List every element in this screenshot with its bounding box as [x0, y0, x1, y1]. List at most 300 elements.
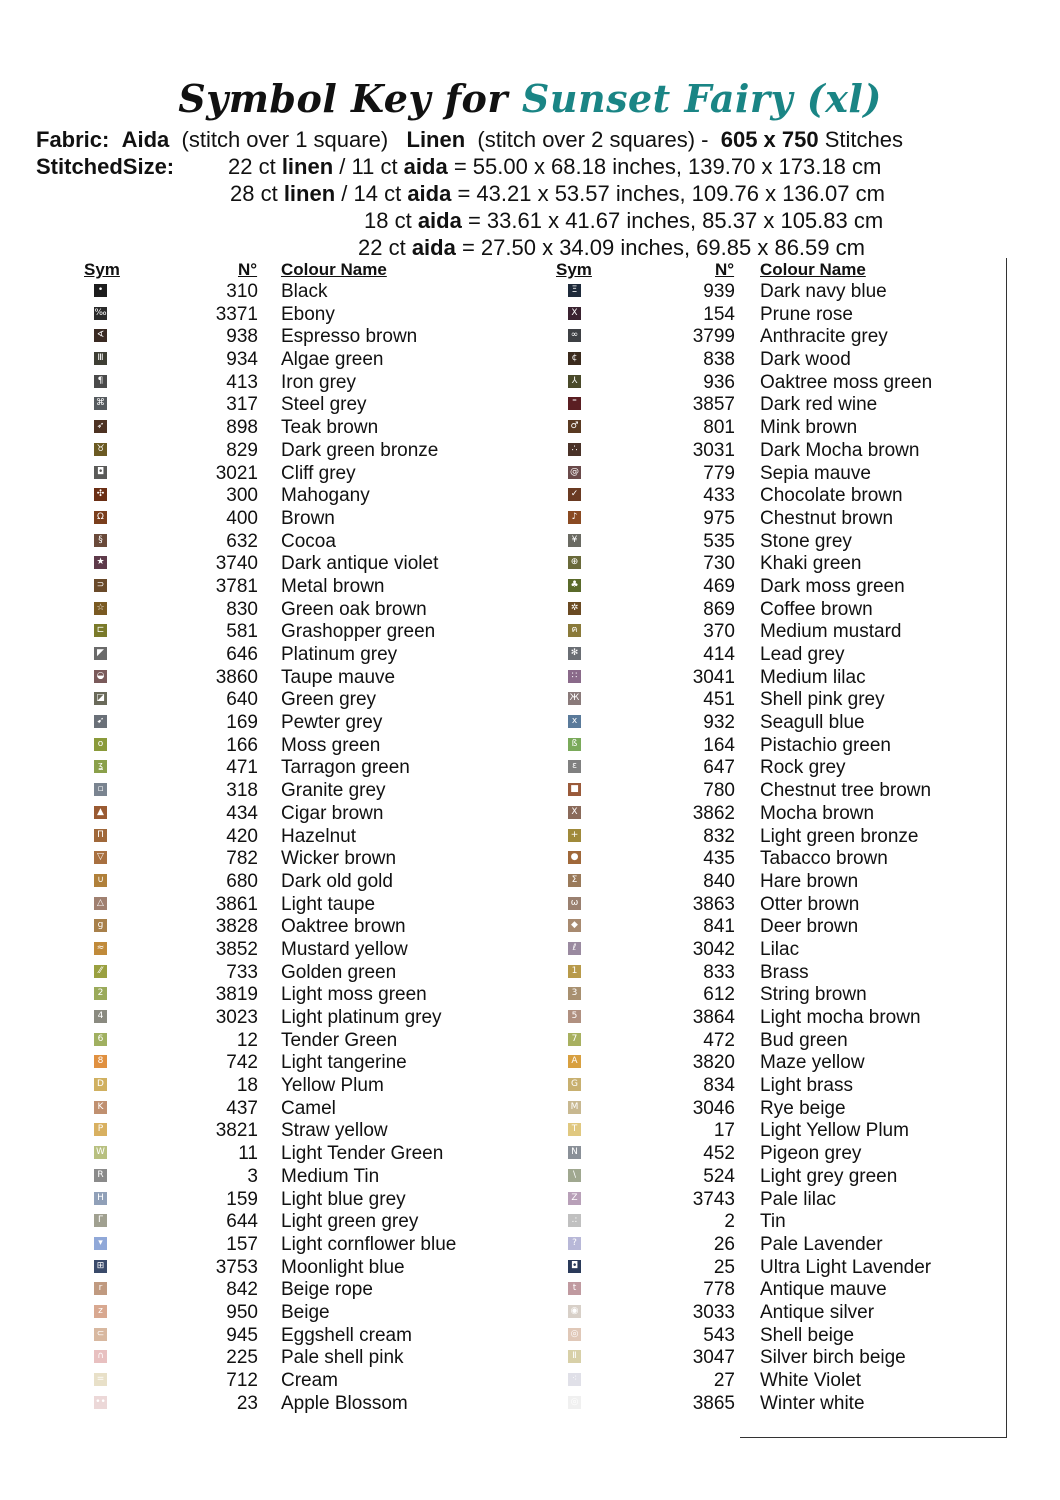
floss-number: 300 — [226, 485, 258, 507]
floss-number: 3021 — [215, 462, 258, 484]
floss-number: 3821 — [215, 1120, 258, 1142]
colour-name: Dark red wine — [760, 394, 878, 416]
symbol-swatch: G — [568, 1078, 581, 1091]
key-row — [0, 1143, 862, 1166]
floss-number: 938 — [226, 326, 258, 348]
floss-number: 3033 — [692, 1301, 735, 1323]
symbol-swatch: ☆ — [94, 602, 107, 615]
colour-name: Wicker brown — [281, 848, 397, 870]
key-row — [0, 439, 920, 463]
colour-name: String brown — [760, 984, 867, 1006]
colour-name: Light tangerine — [281, 1052, 407, 1074]
floss-number: 647 — [703, 757, 735, 779]
key-row — [0, 507, 894, 531]
colour-name: Tabacco brown — [760, 848, 888, 870]
colour-name: Antique mauve — [760, 1279, 887, 1301]
stitch-count: 605 x 750 — [720, 127, 819, 152]
colour-name: Black — [281, 281, 328, 302]
colour-name: Light moss green — [281, 984, 427, 1006]
floss-number: 3857 — [692, 394, 735, 416]
floss-number: 3819 — [215, 984, 258, 1006]
floss-number: 310 — [226, 281, 258, 302]
symbol-swatch: W — [94, 1146, 107, 1159]
colour-name: Espresso brown — [281, 326, 418, 348]
colour-name: Beige — [281, 1301, 330, 1323]
symbol-swatch: ¥ — [568, 534, 581, 547]
symbol-swatch: ⁼ — [568, 397, 581, 410]
floss-number: 780 — [703, 780, 735, 802]
colour-name: Sepia mauve — [760, 462, 871, 484]
symbol-swatch: ⅄ — [568, 375, 581, 388]
colour-name: Lead grey — [760, 644, 845, 665]
floss-number: 3046 — [692, 1097, 735, 1119]
floss-number: 3820 — [692, 1052, 735, 1074]
colour-name: Mocha brown — [760, 802, 875, 824]
floss-number: 950 — [226, 1301, 258, 1323]
key-row — [0, 1256, 932, 1280]
symbol-swatch: ♣ — [568, 579, 581, 592]
title-prefix: Symbol Key for — [178, 76, 508, 121]
symbol-swatch: X — [568, 806, 581, 819]
floss-number: 3862 — [692, 802, 735, 824]
symbol-swatch: ? — [568, 1237, 581, 1250]
key-row — [0, 848, 888, 871]
colour-name: Medium Tin — [281, 1165, 380, 1187]
symbol-swatch: ℓ — [568, 942, 581, 955]
colour-name: Hazelnut — [281, 825, 356, 847]
floss-number: 833 — [703, 961, 735, 983]
colour-name: Ebony — [281, 303, 335, 325]
colour-name: Prune rose — [760, 303, 853, 325]
colour-name: Silver birch beige — [760, 1347, 906, 1369]
floss-number: 317 — [226, 394, 258, 416]
symbol-swatch: ♪ — [568, 511, 581, 524]
colour-name: Pale lilac — [760, 1188, 837, 1210]
symbol-swatch: § — [94, 534, 107, 547]
symbol-swatch: ■ — [568, 783, 581, 796]
symbol-swatch: ⌘ — [96, 398, 105, 409]
key-row — [0, 644, 845, 667]
key-row — [0, 757, 846, 780]
fabric-label: Fabric: — [36, 127, 110, 152]
colour-name: Anthracite grey — [760, 326, 888, 348]
colour-name: Grashopper green — [281, 621, 436, 643]
colour-name: Pale Lavender — [760, 1233, 883, 1255]
symbol-swatch: ▾ — [94, 1237, 107, 1250]
symbol-swatch: + — [568, 829, 581, 842]
symbol-swatch: z — [94, 1305, 107, 1318]
colour-name: Rye beige — [760, 1097, 846, 1119]
symbol-swatch: r — [94, 1282, 107, 1295]
key-row — [0, 1007, 921, 1030]
key-row — [0, 598, 873, 622]
colour-name: Cliff grey — [281, 462, 356, 484]
symbol-swatch: ʓ — [94, 760, 107, 773]
symbol-swatch: ¢ — [568, 352, 581, 365]
floss-number: 27 — [713, 1370, 735, 1391]
floss-number: 779 — [703, 462, 735, 484]
floss-number: 3740 — [215, 553, 258, 575]
fabric-line — [36, 127, 903, 153]
floss-number: 934 — [226, 349, 258, 371]
colour-name: Tin — [760, 1211, 786, 1233]
symbol-swatch: ▫ — [94, 783, 107, 796]
colour-name: Rock grey — [760, 757, 846, 779]
symbol-swatch: Ⅱ — [568, 1350, 581, 1363]
bottom-border-rule — [740, 1437, 1007, 1438]
symbol-swatch: ⊃ — [94, 579, 107, 592]
key-row — [0, 712, 865, 735]
symbol-swatch: Γ — [94, 1214, 107, 1227]
colour-name: Dark navy blue — [760, 281, 887, 302]
key-row — [0, 621, 902, 644]
colour-name: Oaktree moss green — [760, 371, 933, 393]
floss-number: 832 — [703, 825, 735, 847]
colour-name: Taupe mauve — [281, 666, 396, 688]
symbol-swatch: ◤ — [94, 647, 107, 660]
colour-name: Pewter grey — [281, 712, 383, 734]
colour-name: Mahogany — [281, 485, 370, 507]
colour-name: Dark old gold — [281, 870, 393, 892]
symbol-swatch: ß — [568, 738, 581, 751]
symbol-swatch: 5 — [568, 1010, 581, 1023]
colour-name: Chestnut tree brown — [760, 780, 932, 802]
colour-name: Teak brown — [281, 417, 379, 439]
key-row — [0, 961, 809, 985]
key-row — [0, 802, 875, 826]
key-row — [0, 575, 905, 599]
symbol-swatch: 4 — [94, 1010, 107, 1023]
floss-number: 11 — [238, 1143, 258, 1165]
colour-name: Apple Blossom — [281, 1392, 408, 1414]
floss-number: 370 — [703, 621, 735, 643]
floss-number: 3864 — [692, 1007, 735, 1028]
header-colour-name: Colour Name — [281, 260, 387, 279]
symbol-swatch: 8 — [94, 1055, 107, 1068]
floss-number: 680 — [226, 870, 258, 892]
symbol-swatch: Π — [94, 829, 107, 842]
key-row — [0, 1165, 898, 1189]
symbol-swatch: ∪ — [94, 874, 107, 887]
floss-number: 3041 — [692, 666, 735, 688]
symbol-swatch: 1 — [568, 965, 581, 978]
floss-number: 841 — [703, 916, 735, 938]
key-row — [0, 734, 891, 758]
key-row — [0, 1097, 846, 1121]
colour-name: Light Yellow Plum — [760, 1120, 909, 1142]
symbol-swatch: ★ — [94, 556, 107, 569]
colour-name: Light brass — [760, 1075, 853, 1097]
floss-number: 524 — [703, 1165, 735, 1187]
floss-number: 3031 — [692, 439, 735, 461]
colour-name: Steel grey — [281, 394, 367, 416]
symbol-swatch: ✓ — [568, 488, 581, 501]
colour-name: Seagull blue — [760, 712, 865, 734]
floss-number: 169 — [226, 712, 258, 734]
floss-number: 3371 — [215, 303, 258, 325]
colour-name: Light platinum grey — [281, 1007, 442, 1028]
stitched-size-row: 22 ct linen / 11 ct aida = 55.00 x 68.18 inches, 139.70 x 173.18 cm — [228, 154, 882, 179]
floss-number: 3042 — [692, 938, 735, 960]
symbol-swatch: ε — [568, 760, 581, 773]
symbol-swatch: ➹ — [94, 715, 107, 728]
floss-number: 730 — [703, 553, 735, 575]
colour-name: Pistachio green — [760, 734, 891, 756]
floss-number: 581 — [226, 621, 258, 643]
colour-name: Light mocha brown — [760, 1007, 921, 1028]
symbol-swatch: ◪ — [94, 692, 107, 705]
key-row — [0, 1370, 862, 1393]
colour-name: Tarragon green — [281, 757, 410, 779]
symbol-swatch: H — [94, 1192, 107, 1205]
symbol-swatch: g — [94, 919, 107, 932]
key-row — [0, 1052, 865, 1075]
floss-number: 413 — [226, 371, 258, 393]
colour-name: Cocoa — [281, 530, 336, 552]
symbol-swatch: Ω — [94, 511, 107, 524]
key-row — [0, 1188, 837, 1212]
symbol-swatch: T — [568, 1123, 581, 1136]
floss-number: 840 — [703, 870, 735, 892]
symbol-swatch: ⊞ — [94, 1260, 107, 1273]
floss-number: 3047 — [692, 1347, 735, 1369]
colour-name: Eggshell cream — [281, 1324, 412, 1346]
colour-name: Light green bronze — [760, 825, 919, 847]
symbol-swatch: ω — [568, 897, 581, 910]
title-pattern-name: Sunset Fairy (xl) — [521, 76, 882, 121]
key-row — [0, 916, 859, 939]
colour-name: Light taupe — [281, 893, 376, 915]
right-border-rule — [1006, 258, 1007, 1438]
key-row — [0, 938, 800, 962]
floss-number: 543 — [703, 1324, 735, 1346]
fabric-linen: Linen — [406, 127, 466, 152]
floss-number: 3 — [247, 1165, 258, 1187]
colour-name: Moss green — [281, 734, 381, 756]
colour-name: Deer brown — [760, 916, 859, 938]
symbol-swatch: @ — [570, 466, 579, 477]
header-number: N° — [238, 260, 258, 279]
symbol-swatch: ♂ — [568, 420, 581, 433]
floss-number: 420 — [226, 825, 258, 847]
symbol-swatch: Z — [568, 1192, 581, 1205]
key-row — [0, 1392, 865, 1416]
floss-number: 23 — [236, 1392, 258, 1414]
colour-name: Otter brown — [760, 893, 860, 915]
colour-name: Dark Mocha brown — [760, 439, 920, 461]
floss-number: 318 — [226, 780, 258, 802]
key-row — [0, 666, 866, 690]
key-row — [0, 326, 888, 349]
symbol-swatch: ≈ — [94, 942, 107, 955]
key-row — [0, 303, 853, 327]
page-title — [0, 76, 1060, 121]
colour-name: Shell beige — [760, 1324, 855, 1346]
symbol-swatch: 7 — [568, 1033, 581, 1046]
header-colour-name: Colour Name — [760, 260, 866, 279]
key-row — [0, 530, 852, 554]
fabric-linen-note: (stitch over 2 squares) - — [477, 127, 709, 152]
symbol-swatch: ⊕ — [568, 556, 581, 569]
stitched-size-row: 28 ct linen / 14 ct aida = 43.21 x 53.57 inches, 109.76 x 136.07 cm — [230, 181, 885, 206]
floss-number: 838 — [703, 349, 735, 371]
floss-number: 975 — [703, 507, 735, 529]
colour-name: Lilac — [760, 938, 800, 960]
key-row — [0, 780, 932, 803]
floss-number: 3865 — [692, 1392, 735, 1414]
symbol-swatch: ¶ — [94, 375, 107, 388]
symbol-swatch: ▽ — [94, 851, 107, 864]
floss-number: 936 — [703, 371, 735, 393]
symbol-swatch: ◒ — [94, 670, 107, 683]
symbol-swatch: o — [94, 738, 107, 751]
colour-name: Mink brown — [760, 417, 858, 439]
symbol-swatch: ➶ — [94, 420, 107, 433]
colour-name: Coffee brown — [760, 598, 873, 620]
floss-number: 451 — [703, 689, 735, 711]
floss-number: 712 — [226, 1370, 258, 1391]
header-sym: Sym — [556, 260, 592, 279]
symbol-swatch: ∩ — [94, 1350, 107, 1363]
key-row — [0, 870, 859, 894]
floss-number: 452 — [703, 1143, 735, 1165]
colour-name: Oaktree brown — [281, 916, 406, 938]
symbol-swatch: ◎ — [568, 1328, 581, 1341]
floss-number: 435 — [703, 848, 735, 870]
symbol-swatch: ∢ — [94, 329, 107, 342]
key-row — [0, 553, 862, 576]
colour-name: Light blue grey — [281, 1188, 406, 1210]
symbol-swatch: M — [568, 1101, 581, 1114]
symbol-swatch: ✻ — [568, 647, 581, 660]
symbol-swatch: ⊂ — [94, 1328, 107, 1341]
colour-name: Pigeon grey — [760, 1143, 862, 1165]
floss-number: 166 — [226, 734, 258, 756]
floss-number: 782 — [226, 848, 258, 870]
colour-name: Dark moss green — [760, 575, 905, 597]
colour-name: Shell pink grey — [760, 689, 885, 711]
symbol-swatch: •• — [95, 1396, 106, 1407]
symbol-swatch: R — [94, 1169, 107, 1182]
floss-number: 154 — [703, 303, 735, 325]
floss-number: 939 — [703, 281, 735, 302]
colour-name: Metal brown — [281, 575, 385, 597]
colour-name: Moonlight blue — [281, 1256, 405, 1278]
floss-number: 414 — [703, 644, 735, 665]
colour-name: Cream — [281, 1370, 339, 1391]
floss-number: 3799 — [692, 326, 735, 348]
symbol-swatch: K — [94, 1101, 107, 1114]
colour-name: Light grey green — [760, 1165, 898, 1187]
symbol-swatch: ♉ — [94, 443, 107, 456]
symbol-swatch: ◆ — [568, 919, 581, 932]
floss-number: 945 — [226, 1324, 258, 1346]
symbol-swatch: ◘ — [568, 1260, 581, 1273]
key-row — [0, 1279, 887, 1302]
colour-name: Brown — [281, 507, 335, 529]
key-row — [0, 485, 903, 508]
symbol-swatch: 6 — [94, 1033, 107, 1046]
symbol-swatch: \ — [568, 1169, 581, 1182]
colour-name: White Violet — [760, 1370, 862, 1391]
key-row — [0, 349, 851, 372]
floss-number: 18 — [236, 1075, 258, 1097]
colour-name: Medium lilac — [760, 666, 866, 688]
floss-number: 3023 — [215, 1007, 258, 1028]
symbol-swatch: ⁖ — [568, 1373, 581, 1386]
symbol-swatch: △ — [94, 897, 107, 910]
floss-number: 742 — [226, 1052, 258, 1074]
colour-name: Chocolate brown — [760, 485, 903, 507]
key-row — [0, 893, 860, 917]
floss-number: 2 — [724, 1211, 735, 1233]
floss-number: 472 — [703, 1029, 735, 1051]
colour-name: Khaki green — [760, 553, 862, 575]
floss-number: 12 — [236, 1029, 258, 1051]
colour-name: Algae green — [281, 349, 384, 371]
floss-number: 834 — [703, 1075, 735, 1097]
floss-number: 26 — [713, 1233, 735, 1255]
colour-name: Iron grey — [281, 371, 356, 393]
symbol-swatch: N — [568, 1146, 581, 1159]
floss-number: 842 — [226, 1279, 258, 1301]
colour-name: Light Tender Green — [281, 1143, 444, 1165]
colour-name: Bud green — [760, 1029, 848, 1051]
colour-name: Camel — [281, 1097, 336, 1119]
symbol-swatch: • — [94, 284, 107, 297]
symbol-swatch: ▲ — [94, 806, 107, 819]
key-row — [0, 1211, 786, 1234]
colour-name: Light green grey — [281, 1211, 419, 1233]
floss-number: 3781 — [215, 575, 258, 597]
key-row — [0, 1347, 906, 1370]
stitched-size-row: 18 ct aida = 33.61 x 41.67 inches, 85.37 x 105.83 cm — [364, 208, 884, 233]
key-row — [0, 984, 867, 1007]
key-row — [0, 1120, 909, 1143]
floss-number: 535 — [703, 530, 735, 552]
colour-name: Hare brown — [760, 870, 859, 892]
colour-name: Green oak brown — [281, 598, 427, 620]
colour-name: Green grey — [281, 689, 377, 711]
floss-number: 3863 — [692, 893, 735, 915]
symbol-swatch: 3 — [568, 987, 581, 1000]
symbol-swatch: ✣ — [94, 488, 107, 501]
colour-name: Medium mustard — [760, 621, 902, 643]
floss-number: 733 — [226, 961, 258, 983]
symbol-swatch: ∞ — [568, 329, 581, 342]
floss-number: 3743 — [692, 1188, 735, 1210]
colour-name: Dark antique violet — [281, 553, 439, 575]
floss-number: 829 — [226, 439, 258, 461]
key-row — [0, 281, 887, 304]
key-row — [0, 689, 885, 712]
header-sym: Sym — [84, 260, 120, 279]
colour-name: Dark green bronze — [281, 439, 439, 461]
symbol-swatch: ✲ — [568, 602, 581, 615]
colour-name: Winter white — [760, 1392, 865, 1414]
colour-name: Cigar brown — [281, 802, 384, 824]
symbol-swatch: P — [94, 1123, 107, 1136]
floss-number: 157 — [226, 1233, 258, 1255]
colour-name: Mustard yellow — [281, 938, 408, 960]
key-row — [0, 1029, 848, 1053]
symbol-swatch: t — [568, 1282, 581, 1295]
colour-name: Ultra Light Lavender — [760, 1256, 932, 1278]
colour-name: Golden green — [281, 961, 397, 983]
symbol-swatch: D — [94, 1078, 107, 1091]
floss-number: 898 — [226, 417, 258, 439]
colour-name: Straw yellow — [281, 1120, 388, 1142]
